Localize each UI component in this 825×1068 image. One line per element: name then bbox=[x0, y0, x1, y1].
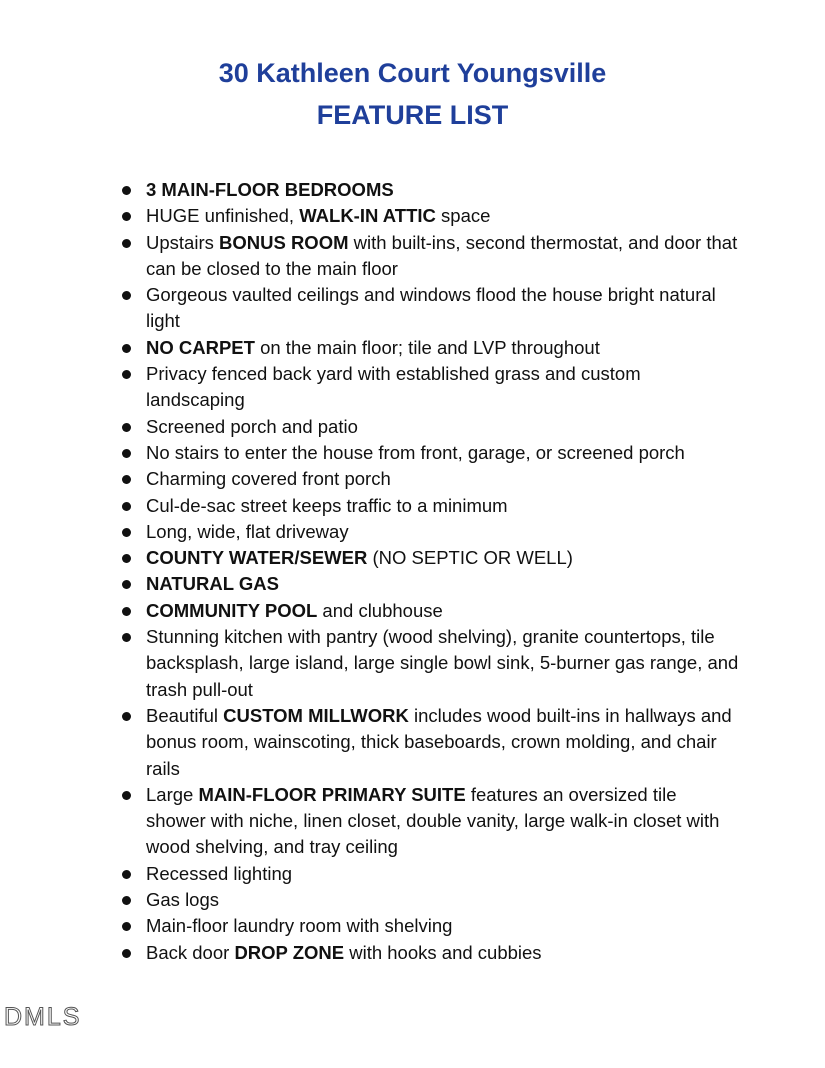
feature-item bbox=[120, 913, 740, 939]
bullet-icon bbox=[122, 580, 131, 589]
feature-text-bold: NO CARPET bbox=[146, 336, 255, 358]
feature-text-bold: COMMUNITY POOL bbox=[146, 599, 318, 621]
feature-text: with built-ins, second thermostat, and door that can be closed to the main floor bbox=[146, 231, 738, 279]
feature-text: includes wood built-ins in hallways and bonus room, wainscoting, thick baseboards, crown molding, and chair rails bbox=[146, 704, 732, 779]
bullet-icon bbox=[122, 449, 131, 458]
feature-item bbox=[120, 624, 740, 703]
title-feature-list: FEATURE LIST bbox=[316, 100, 509, 130]
bullet-icon bbox=[122, 475, 131, 484]
feature-text: Cul-de-sac street keeps traffic to a minimum bbox=[146, 494, 508, 516]
feature-item bbox=[120, 887, 740, 913]
document-title bbox=[0, 52, 825, 136]
feature-item bbox=[120, 861, 740, 887]
feature-item bbox=[120, 335, 740, 361]
feature-text: Gas logs bbox=[146, 889, 220, 911]
bullet-icon bbox=[122, 870, 131, 879]
feature-item bbox=[120, 177, 740, 203]
bullet-icon bbox=[122, 712, 131, 721]
feature-text: on the main floor; tile and LVP throughout bbox=[254, 336, 600, 358]
bullet-icon bbox=[122, 633, 131, 642]
feature-text: Charming covered front porch bbox=[146, 468, 391, 490]
bullet-icon bbox=[122, 896, 131, 905]
feature-text: Large bbox=[146, 783, 199, 805]
feature-text-bold: BONUS ROOM bbox=[219, 231, 349, 253]
bullet-icon bbox=[122, 423, 131, 432]
feature-text: Back door bbox=[146, 941, 235, 963]
bullet-icon bbox=[122, 186, 131, 195]
feature-text: Main-floor laundry room with shelving bbox=[146, 915, 453, 937]
feature-item bbox=[120, 545, 740, 571]
bullet-icon bbox=[122, 291, 131, 300]
feature-text: No stairs to enter the house from front, garage, or screened porch bbox=[146, 441, 685, 463]
bullet-icon bbox=[122, 370, 131, 379]
feature-text: with hooks and cubbies bbox=[344, 941, 542, 963]
feature-text: and clubhouse bbox=[317, 599, 443, 621]
feature-text-bold: 3 MAIN-FLOOR BEDROOMS bbox=[146, 179, 394, 200]
feature-text-bold: NATURAL GAS bbox=[146, 573, 279, 595]
feature-item bbox=[120, 440, 740, 466]
feature-item bbox=[120, 782, 740, 861]
feature-text: Gorgeous vaulted ceilings and windows flood the house bright natural light bbox=[146, 284, 716, 332]
feature-text-bold: DROP ZONE bbox=[234, 941, 345, 963]
feature-text-bold: CUSTOM MILLWORK bbox=[223, 704, 409, 726]
title-address: 30 Kathleen Court Youngsville bbox=[218, 58, 607, 88]
feature-text: Recessed lighting bbox=[146, 862, 293, 884]
bullet-icon bbox=[122, 554, 131, 563]
bullet-icon bbox=[122, 949, 131, 958]
feature-text-bold: MAIN-FLOOR PRIMARY SUITE bbox=[198, 783, 466, 805]
feature-text: Screened porch and patio bbox=[146, 415, 358, 437]
feature-item bbox=[120, 493, 740, 519]
bullet-icon bbox=[122, 502, 131, 511]
feature-item bbox=[120, 519, 740, 545]
feature-item bbox=[120, 361, 740, 414]
feature-item bbox=[120, 414, 740, 440]
feature-item bbox=[120, 703, 740, 782]
feature-item bbox=[120, 282, 740, 335]
bullet-icon bbox=[122, 922, 131, 931]
feature-text: Stunning kitchen with pantry (wood shelving), granite countertops, tile backsplash, large island, large single bowl sink, 5-burner gas range, and trash pull-out bbox=[146, 626, 739, 700]
feature-text-bold: COUNTY WATER/SEWER bbox=[146, 547, 368, 569]
feature-item bbox=[120, 203, 740, 229]
feature-text: (NO SEPTIC OR WELL) bbox=[367, 547, 573, 569]
bullet-icon bbox=[122, 239, 131, 248]
feature-text-bold: WALK-IN ATTIC bbox=[299, 205, 436, 227]
feature-item bbox=[120, 940, 740, 966]
bullet-icon bbox=[122, 528, 131, 537]
feature-text: Long, wide, flat driveway bbox=[146, 520, 349, 542]
feature-text: space bbox=[435, 205, 491, 227]
bullet-icon bbox=[122, 212, 131, 221]
bullet-icon bbox=[122, 791, 131, 800]
feature-text: features an oversized tile shower with niche, linen closet, double vanity, large walk-in closet with wood shelving, and tray ceiling bbox=[146, 783, 720, 858]
feature-item bbox=[120, 598, 740, 624]
feature-text: Privacy fenced back yard with established grass and custom landscaping bbox=[146, 363, 641, 411]
bullet-icon bbox=[122, 607, 131, 616]
feature-item bbox=[120, 466, 740, 492]
feature-list bbox=[120, 177, 740, 966]
feature-item bbox=[120, 571, 740, 597]
bullet-icon bbox=[122, 344, 131, 353]
feature-item bbox=[120, 230, 740, 283]
dmls-watermark: DMLS bbox=[4, 1003, 82, 1031]
feature-text: HUGE unfinished, bbox=[146, 205, 300, 227]
feature-text: Upstairs bbox=[146, 231, 219, 253]
feature-text: Beautiful bbox=[146, 704, 224, 726]
